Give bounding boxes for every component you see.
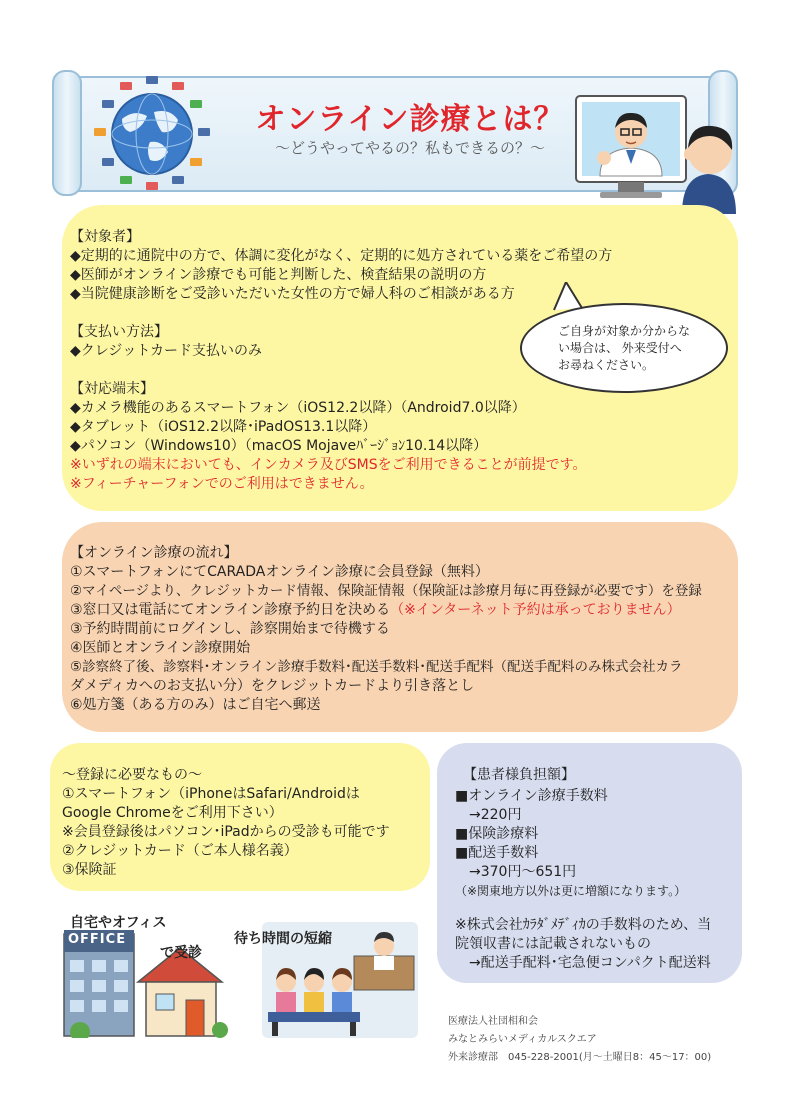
registration-line: ※会員登録後はパソコン･iPadからの受診も可能です [62,824,390,840]
eligibility-item: ◆医師がオンライン診療でも可能と判断した、検査結果の説明の方 [70,267,487,283]
eligibility-item: ◆定期的に通院中の方で、体調に変化がなく、定期的に処方されている薬をご希望の方 [70,248,613,264]
globe-icon [92,74,212,194]
registration-line: ①スマートフォン（iPhoneはSafari/Androidは [62,786,360,802]
eligibility-item: ◆当院健康診断をご受診いただいた女性の方で婦人科のご相談がある方 [70,286,515,302]
registration-heading: ～登録に必要なもの～ [62,767,202,783]
registration-line: ②クレジットカード（ご本人様名義） [62,843,298,859]
office-sign: OFFICE [68,932,127,947]
footer-contact: 外来診療部 045-228-2001(月～土曜日8：45～17：00) [448,1052,712,1063]
page-title: オンライン診療とは？ [255,102,565,137]
device-note: ※いずれの端末においても、インカメラ及びSMSをご利用できることが前提です。 [70,457,587,473]
flow-step: ③予約時間前にログインし、診察開始まで待機する [70,621,390,637]
fees-footnote: 院領収書には記載されないもの [455,936,651,952]
flow-step-text: ③窓口又は電話にてオンライン診療予約日を決める [70,602,391,618]
flow-step: ⑥処方箋（ある方のみ）はご自宅へ郵送 [70,697,321,713]
page-subtitle: ～どうやってやるの？私もできるの？～ [274,139,545,157]
fees-footnote: ※株式会社ｶﾗﾀﾞﾒﾃﾞｨｶの手数料のため、当 [455,917,712,933]
fees-heading: 【患者様負担額】 [463,767,575,783]
bubble-line: い場合は、 外来受付へ [557,340,682,355]
fees-note: （※関東地方以外は更に増額になります。） [455,884,687,898]
flow-step [70,601,681,620]
registration-line: Google Chromeをご利用下さい） [62,805,283,821]
device-item: ◆カメラ機能のあるスマートフォン（iOS12.2以降）（Android7.0以降） [70,400,526,416]
flow-step: ②マイページより、クレジットカード情報、保険証情報（保険証は診療月毎に再登録が必要です）を登録 [70,583,702,599]
fees-line: ■配送手数料 [455,845,539,861]
device-item: ◆タブレット（iOS12.2以降･iPadOS13.1以降） [70,419,377,435]
flow-heading: 【オンライン診療の流れ】 [70,545,238,561]
flow-step-note: （※インターネット予約は承っておりません） [390,602,681,618]
fees-footnote: →配送手配料･宅急便コンパクト配送料 [455,955,711,971]
banner-scroll-left [52,70,82,196]
device-note: ※フィーチャーフォンでのご利用はできません。 [70,476,374,492]
video-consultation-illustration [570,92,738,214]
fees-line: ■保険診療料 [455,826,539,842]
payment-heading: 【支払い方法】 [70,324,168,340]
fees-line: →370円～651円 [455,864,577,880]
flow-step: ①スマートフォンにてCARADAオンライン診療に会員登録（無料） [70,564,489,580]
bubble-line: お尋ねください。 [557,357,654,372]
flow-step: ダメディカへのお支払い分）をクレジットカードより引き落とし [70,678,475,694]
fees-line: ■オンライン診療手数料 [455,788,608,804]
home-office-label: 自宅やオフィス [70,915,167,931]
flow-step: ④医師とオンライン診療開始 [70,640,251,656]
footer-org: 医療法人社団相和会 [448,1016,538,1027]
bubble-line: ご自身が対象か分からな [557,323,690,338]
fees-line: →220円 [455,807,522,823]
eligibility-heading: 【対象者】 [70,229,140,245]
payment-item: ◆クレジットカード支払いのみ [70,343,262,359]
device-item: ◆パソコン（Windows10）（macOS Mojaveﾊﾞｰｼﾞｮﾝ10.14以降） [70,438,488,454]
waiting-time-label: 待ち時間の短縮 [234,931,332,947]
home-office-label-2: で受診 [160,945,202,961]
registration-line: ③保険証 [62,862,117,878]
footer-clinic-name: みなとみらいメディカルスクエア [448,1034,597,1045]
help-speech-bubble [520,303,728,393]
devices-heading: 【対応端末】 [70,381,154,397]
flow-step: ⑤診察終了後、診察料･オンライン診療手数料･配送手数料･配送手配料（配送手配料のみ株式会社カラ [70,659,683,675]
